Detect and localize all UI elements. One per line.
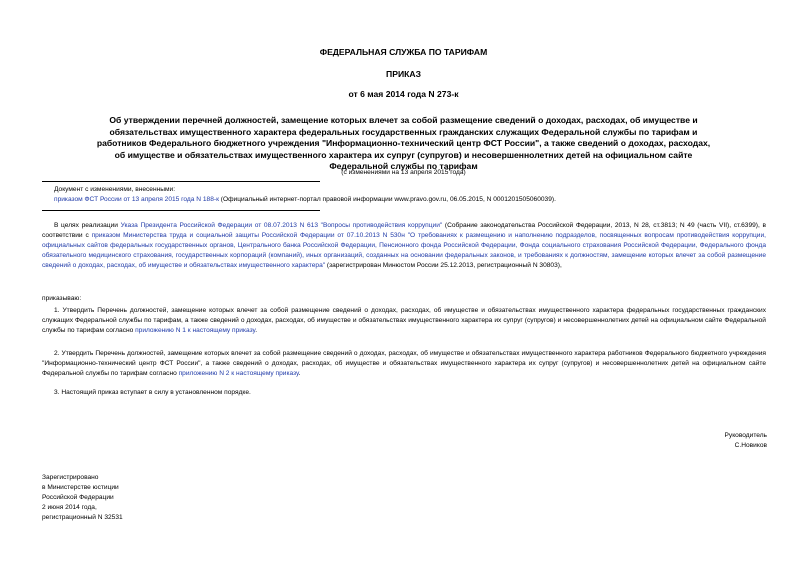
changes-box-top-rule [42,181,320,182]
signature-position: Руководитель [724,432,767,439]
registration-line-2: в Министерстве юстиции [42,484,119,491]
amendment-note: (с изменениями на 13 апреля 2015 года) [341,169,466,176]
registration-line-5: регистрационный N 32531 [42,514,123,521]
changes-box-line [54,195,754,205]
registration-line-4: 2 июня 2014 года, [42,504,97,511]
changes-box-bottom-rule [42,210,320,211]
document-type: ПРИКАЗ [386,69,421,79]
appendix-2-link[interactable]: приложению N 2 к настоящему приказу [178,370,299,377]
changes-box-intro: Документ с изменениями, внесенными: [54,186,176,193]
changes-box-rest: (Официальный интернет-портал правовой информации www.pravo.gov.ru, 06.05.2015, N 0001201505060039). [218,196,556,203]
order-item-1 [42,306,766,336]
registration-line-1: Зарегистрировано [42,474,99,481]
presidential-decree-link[interactable]: Указа Президента Российской Федерации от 08.07.2013 N 613 "Вопросы противодействия коррупции" [120,222,443,229]
agency-name: ФЕДЕРАЛЬНАЯ СЛУЖБА ПО ТАРИФАМ [319,47,488,57]
preamble-paragraph [42,221,766,271]
document-title: Об утверждении перечней должностей, замещение которых влечет за собой размещение сведений о доходах, расходах, об имуществе и обязательствах имущественного характера федеральных государственных гражданских служащих Федеральной службы по тарифам и работников Федерального бюджетного учреждения "Информационно-технический центр ФСТ России", а также сведений о доходах, расходах, об имуществе и обязательствах имущественного характера их супруг (супругов) и несовершеннолетних детей на официальном сайте Федеральной службы по тарифам [96,115,711,171]
order-item-3: 3. Настоящий приказ вступает в силу в установленном порядке. [54,389,251,396]
amending-order-link[interactable]: приказом ФСТ России от 13 апреля 2015 года N 188-к [54,196,219,203]
order-item-2-tail: . [298,370,301,377]
document-date-number: от 6 мая 2014 года N 273-к [348,89,459,99]
order-word: приказываю: [42,295,82,302]
preamble-text-1: В целях реализации [54,222,121,229]
order-item-2 [42,349,766,379]
signature-block [725,431,767,451]
changes-box [54,185,754,205]
ministry-order-link[interactable]: приказом Министерства труда и социальной защиты Российской Федерации от 07.10.2013 N 530н "О требованиях к размещению и наполнению подразделов, посвященных вопросам противодействия коррупции, официальных сайтов федеральных государственных органов, Центрального банка Российской Федерации, Пенсионного фонда Российской Федерации, Фонда социального страхования Российской Федерации, Федерального фонда обязательного медицинского страхования, государственных корпораций (компаний), иных организаций, созданных на основании федеральных законов, и требованиях к должностям, замещение которых влечет за собой размещение сведений о доходах, расходах, об имуществе и обязательствах имущественного характера" [42,232,766,269]
preamble-text-3: (зарегистрирован Минюстом России 25.12.2013, регистрационный N 30803), [325,262,562,269]
order-item-1-text: 1. Утвердить Перечень должностей, замещение которых влечет за собой размещение сведений о доходах, расходах, об имуществе и обязательствах имущественного характера федеральных государственных гражданских служащих Федеральной службы по тарифам, а также сведений о доходах, расходах, об имуществе и обязательствах имущественного характера их супруг (супругов) и несовершеннолетних детей на официальном сайте Федеральной службы по тарифам согласно [42,307,766,334]
appendix-1-link[interactable]: приложению N 1 к настоящему приказу [135,327,256,334]
preamble-text-2: (Собрание законодательства Российской Федерации, 2013, N 28, ст.3813; N 49 (часть VII), ст.6399), в соответствии с [42,222,767,239]
order-item-2-text: 2. Утвердить Перечень должностей, замещение которых влечет за собой размещение сведений о доходах, расходах, об имуществе и обязательствах имущественного характера работников Федерального бюджетного учреждения "Информационно-технический центр ФСТ России", а также сведений о доходах, расходах, об имуществе и обязательствах имущественного характера их супруг (супругов) и несовершеннолетних детей на официальном сайте Федеральной службы по тарифам согласно [42,350,766,377]
registration-line-3: Российской Федерации [42,494,114,501]
order-item-1-tail: . [255,327,258,334]
signature-name: С.Новиков [734,442,767,449]
registration-block [42,473,123,523]
